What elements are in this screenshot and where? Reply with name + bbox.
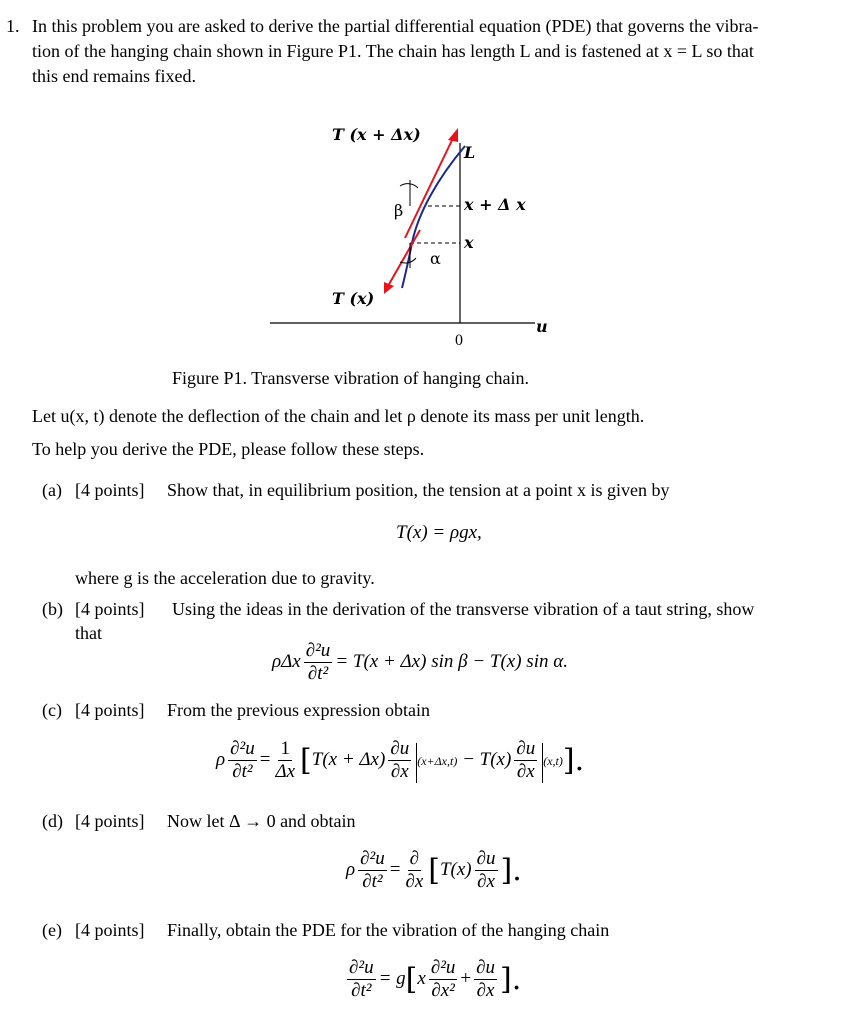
problem-number: 1. [6, 16, 20, 36]
c-eval-bar-2 [542, 743, 543, 783]
part-a-label: (a) [42, 480, 62, 500]
figure-caption: Figure P1. Transverse vibration of hanging chain. [172, 368, 529, 388]
beta-arc [400, 184, 418, 188]
c-rho: ρ [216, 748, 226, 770]
d-frac3-num: ∂u [476, 848, 496, 869]
label-top-tension: T (x + Δx) [332, 125, 421, 144]
c-frac3-num: ∂u [390, 738, 410, 759]
e-frac-3 [474, 957, 497, 1002]
c-eval-bar-1 [416, 743, 417, 783]
e-lbr: [ [405, 962, 418, 997]
e-frac2-num: ∂²u [430, 957, 456, 978]
e-frac3-den: ∂x [476, 980, 495, 1001]
c-minus: − T(x) [462, 748, 512, 770]
part-d-label: (d) [42, 811, 63, 831]
intro-line-2: tion of the hanging chain shown in Figure P1. The chain has length L and is fastened at x = L so that [32, 41, 754, 61]
c-frac-1 [228, 738, 257, 783]
eq-b-left: ρΔx [272, 650, 301, 672]
part-d-text: Now let Δ → 0 and obtain [167, 811, 356, 831]
c-sub1: (x+Δx,t) [417, 753, 458, 768]
d-lbr: [ [428, 853, 440, 888]
d-frac-3 [475, 848, 498, 893]
c-frac4-den: ∂x [516, 761, 535, 782]
c-frac-4 [514, 738, 537, 783]
d-rbr: ]. [500, 853, 522, 888]
part-e-points: [4 points] [75, 920, 145, 940]
frac-b-den: ∂t² [307, 663, 329, 684]
part-a-after: where g is the acceleration due to gravity. [75, 568, 375, 588]
intro-line-1: In this problem you are asked to derive the partial differential equation (PDE) that governs the vibra- [32, 16, 759, 36]
part-b-text: Using the ideas in the derivation of the transverse vibration of a taut string, show [172, 599, 755, 619]
intro-let-line: Let u(x, t) denote the deflection of the chain and let ρ denote its mass per unit length. [32, 406, 645, 426]
c-frac3-den: ∂x [390, 761, 409, 782]
c-lbr: [ [300, 743, 312, 778]
intro-steps-line: To help you derive the PDE, please follow these steps. [32, 439, 425, 459]
c-term1: T(x + Δx) [311, 748, 386, 770]
hanging-chain-figure [260, 118, 560, 358]
e-frac-1 [347, 957, 376, 1002]
part-e-text: Finally, obtain the PDE for the vibration of the hanging chain [167, 920, 610, 940]
d-frac-1 [358, 848, 387, 893]
c-frac-3 [388, 738, 411, 783]
label-alpha: α [430, 249, 441, 268]
e-frac1-num: ∂²u [349, 957, 374, 978]
e-rbr: ]. [500, 962, 522, 997]
top-arrowhead [448, 128, 458, 142]
part-b-equation [272, 640, 568, 685]
part-a-equation: T(x) = ρgx, [396, 522, 482, 543]
e-frac1-den: ∂t² [351, 980, 372, 1001]
e-plus: + [460, 967, 472, 989]
part-b-label: (b) [42, 599, 63, 619]
label-x: x [464, 233, 474, 252]
c-rbr: ]. [562, 743, 585, 778]
part-c-equation [216, 738, 584, 783]
intro-line-3: this end remains fixed. [32, 66, 196, 86]
d-frac2-num: ∂ [409, 848, 420, 869]
label-bottom-tension: T (x) [332, 289, 375, 308]
part-a-text: Show that, in equilibrium position, the tension at a point x is given by [167, 480, 670, 500]
part-a-points: [4 points] [75, 480, 145, 500]
d-frac3-den: ∂x [477, 871, 495, 892]
d-frac2-den: ∂x [405, 871, 424, 892]
c-frac1-num: ∂²u [230, 738, 255, 759]
d-frac-2 [403, 848, 425, 893]
part-d-points: [4 points] [75, 811, 145, 831]
d-inner: T(x) [439, 858, 472, 880]
e-x: x [417, 967, 426, 989]
frac-b-num: ∂²u [305, 640, 331, 661]
c-frac-2 [273, 738, 297, 783]
part-c-points: [4 points] [75, 700, 145, 720]
part-d-equation [346, 848, 522, 893]
e-frac-2 [429, 957, 458, 1002]
c-sub2: (x,t) [543, 753, 563, 768]
label-beta: β [394, 201, 404, 220]
e-frac2-den: ∂x² [431, 980, 455, 1001]
eq-b-right: = T(x + Δx) sin β − T(x) sin α. [335, 650, 568, 672]
c-frac4-num: ∂u [516, 738, 536, 759]
label-u: u [536, 317, 548, 336]
part-c-label: (c) [42, 700, 62, 720]
top-tension-arrow [405, 136, 454, 238]
part-e-label: (e) [42, 920, 62, 940]
c-frac1-den: ∂t² [232, 761, 253, 782]
c-frac2-den: Δx [275, 761, 296, 782]
c-eq: = [259, 748, 271, 770]
part-e-equation [344, 957, 521, 1002]
d-eq: = [389, 858, 401, 880]
label-L: L [464, 143, 476, 162]
part-b-points: [4 points] [75, 599, 145, 619]
d-frac1-den: ∂t² [362, 871, 383, 892]
d-frac1-num: ∂²u [360, 848, 385, 869]
label-zero: 0 [455, 332, 463, 349]
d-rho: ρ [346, 858, 356, 880]
part-b-text2: that [75, 623, 102, 643]
e-frac3-num: ∂u [476, 957, 496, 978]
e-g: = g [378, 967, 406, 989]
label-x-plus-dx: x + Δ x [464, 195, 526, 214]
part-c-text: From the previous expression obtain [167, 700, 430, 720]
frac-b [304, 640, 333, 685]
c-frac2-num: 1 [280, 738, 290, 759]
